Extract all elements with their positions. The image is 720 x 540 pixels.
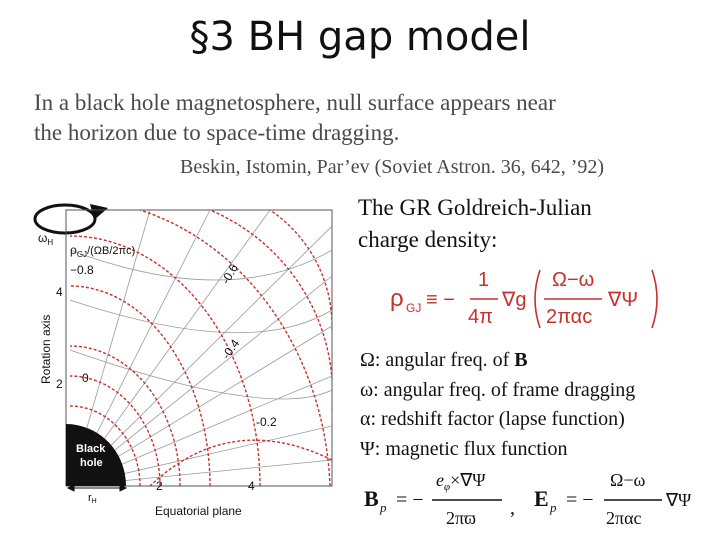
eq-defeq: ≡ − <box>426 289 455 311</box>
y-axis-label: Rotation axis <box>39 314 53 384</box>
definition-alpha: α: redshift factor (lapse function) <box>360 408 625 430</box>
definition-psi: Ψ: magnetic flux function <box>360 437 568 460</box>
rho-gj-label: $\rho_{GJ}/(\Omega B/2\pi c)$ <box>70 243 136 259</box>
y-tick-4: 4 <box>56 285 63 299</box>
x-tick-4: 4 <box>248 479 255 493</box>
contour-label-0: 0 <box>82 371 89 385</box>
eq-one: 1 <box>478 269 490 291</box>
definition-small-omega: ω: angular freq. of frame dragging <box>360 378 636 401</box>
bh-label-line1: Black <box>76 443 106 455</box>
y-tick-2: 2 <box>56 377 63 391</box>
field-b-num: $e_\varphi\times\nabla\Psi$ <box>436 470 486 493</box>
eq-denominator: 2παc <box>546 306 593 328</box>
field-e-num: Ω−ω <box>610 470 646 490</box>
field-comma: , <box>510 497 515 519</box>
gj-density-title <box>358 192 678 256</box>
contour-label-m06: -0.6 <box>218 261 241 287</box>
field-b-den: 2πϖ <box>446 508 476 528</box>
eq-rho: ρ <box>390 285 404 312</box>
gj-title-line-1: The GR Goldreich-Julian <box>358 195 592 220</box>
contour-label-m08: −0.8 <box>70 263 94 277</box>
omega-h-label: $\omega_H$ <box>38 231 54 247</box>
field-e-den: 2παc <box>606 508 642 528</box>
black-hole <box>66 424 126 486</box>
rotation-arrow-icon <box>35 204 108 233</box>
intro-line-1: In a black hole magnetosphere, null surface appears near <box>34 90 556 115</box>
contour-label-m02: -0.2 <box>256 415 277 429</box>
eq-nabla-psi: ∇Ψ <box>608 289 639 311</box>
intro-text <box>34 88 714 148</box>
gj-title-line-2: charge density: <box>358 227 498 252</box>
definitions-list <box>360 346 635 464</box>
eq-four-pi: 4π <box>468 306 493 328</box>
reference-citation: Beskin, Istomin, Par’ev (Soviet Astron. 36, 642, ’92) <box>180 156 605 178</box>
eq-rho-sub: GJ <box>406 301 422 315</box>
gj-equation <box>368 262 668 336</box>
field-b-eq: = − <box>396 489 424 511</box>
eq-numerator: Ω−ω <box>552 269 595 291</box>
field-e-nabla-psi: ∇Ψ <box>666 490 692 510</box>
x-tick-2: 2 <box>156 479 163 493</box>
field-e-eq: = − <box>566 489 594 511</box>
x-axis-label: Equatorial plane <box>155 504 242 518</box>
field-e-sub: p <box>550 500 557 515</box>
contour-label-m04: -0.4 <box>218 336 243 362</box>
definition-omega: Ω: angular freq. of B <box>360 349 528 371</box>
magnetosphere-figure <box>30 190 340 530</box>
field-equations <box>362 466 712 536</box>
eq-nabla-g: ∇g <box>502 289 527 311</box>
intro-line-2: the horizon due to space-time dragging. <box>34 120 400 145</box>
bh-label-line2: hole <box>80 457 103 469</box>
slide-title: §3 BH gap model <box>189 14 531 60</box>
field-b: B <box>364 486 379 511</box>
field-e: E <box>534 486 549 511</box>
rh-label: rH <box>88 492 97 505</box>
field-b-sub: p <box>380 500 387 515</box>
